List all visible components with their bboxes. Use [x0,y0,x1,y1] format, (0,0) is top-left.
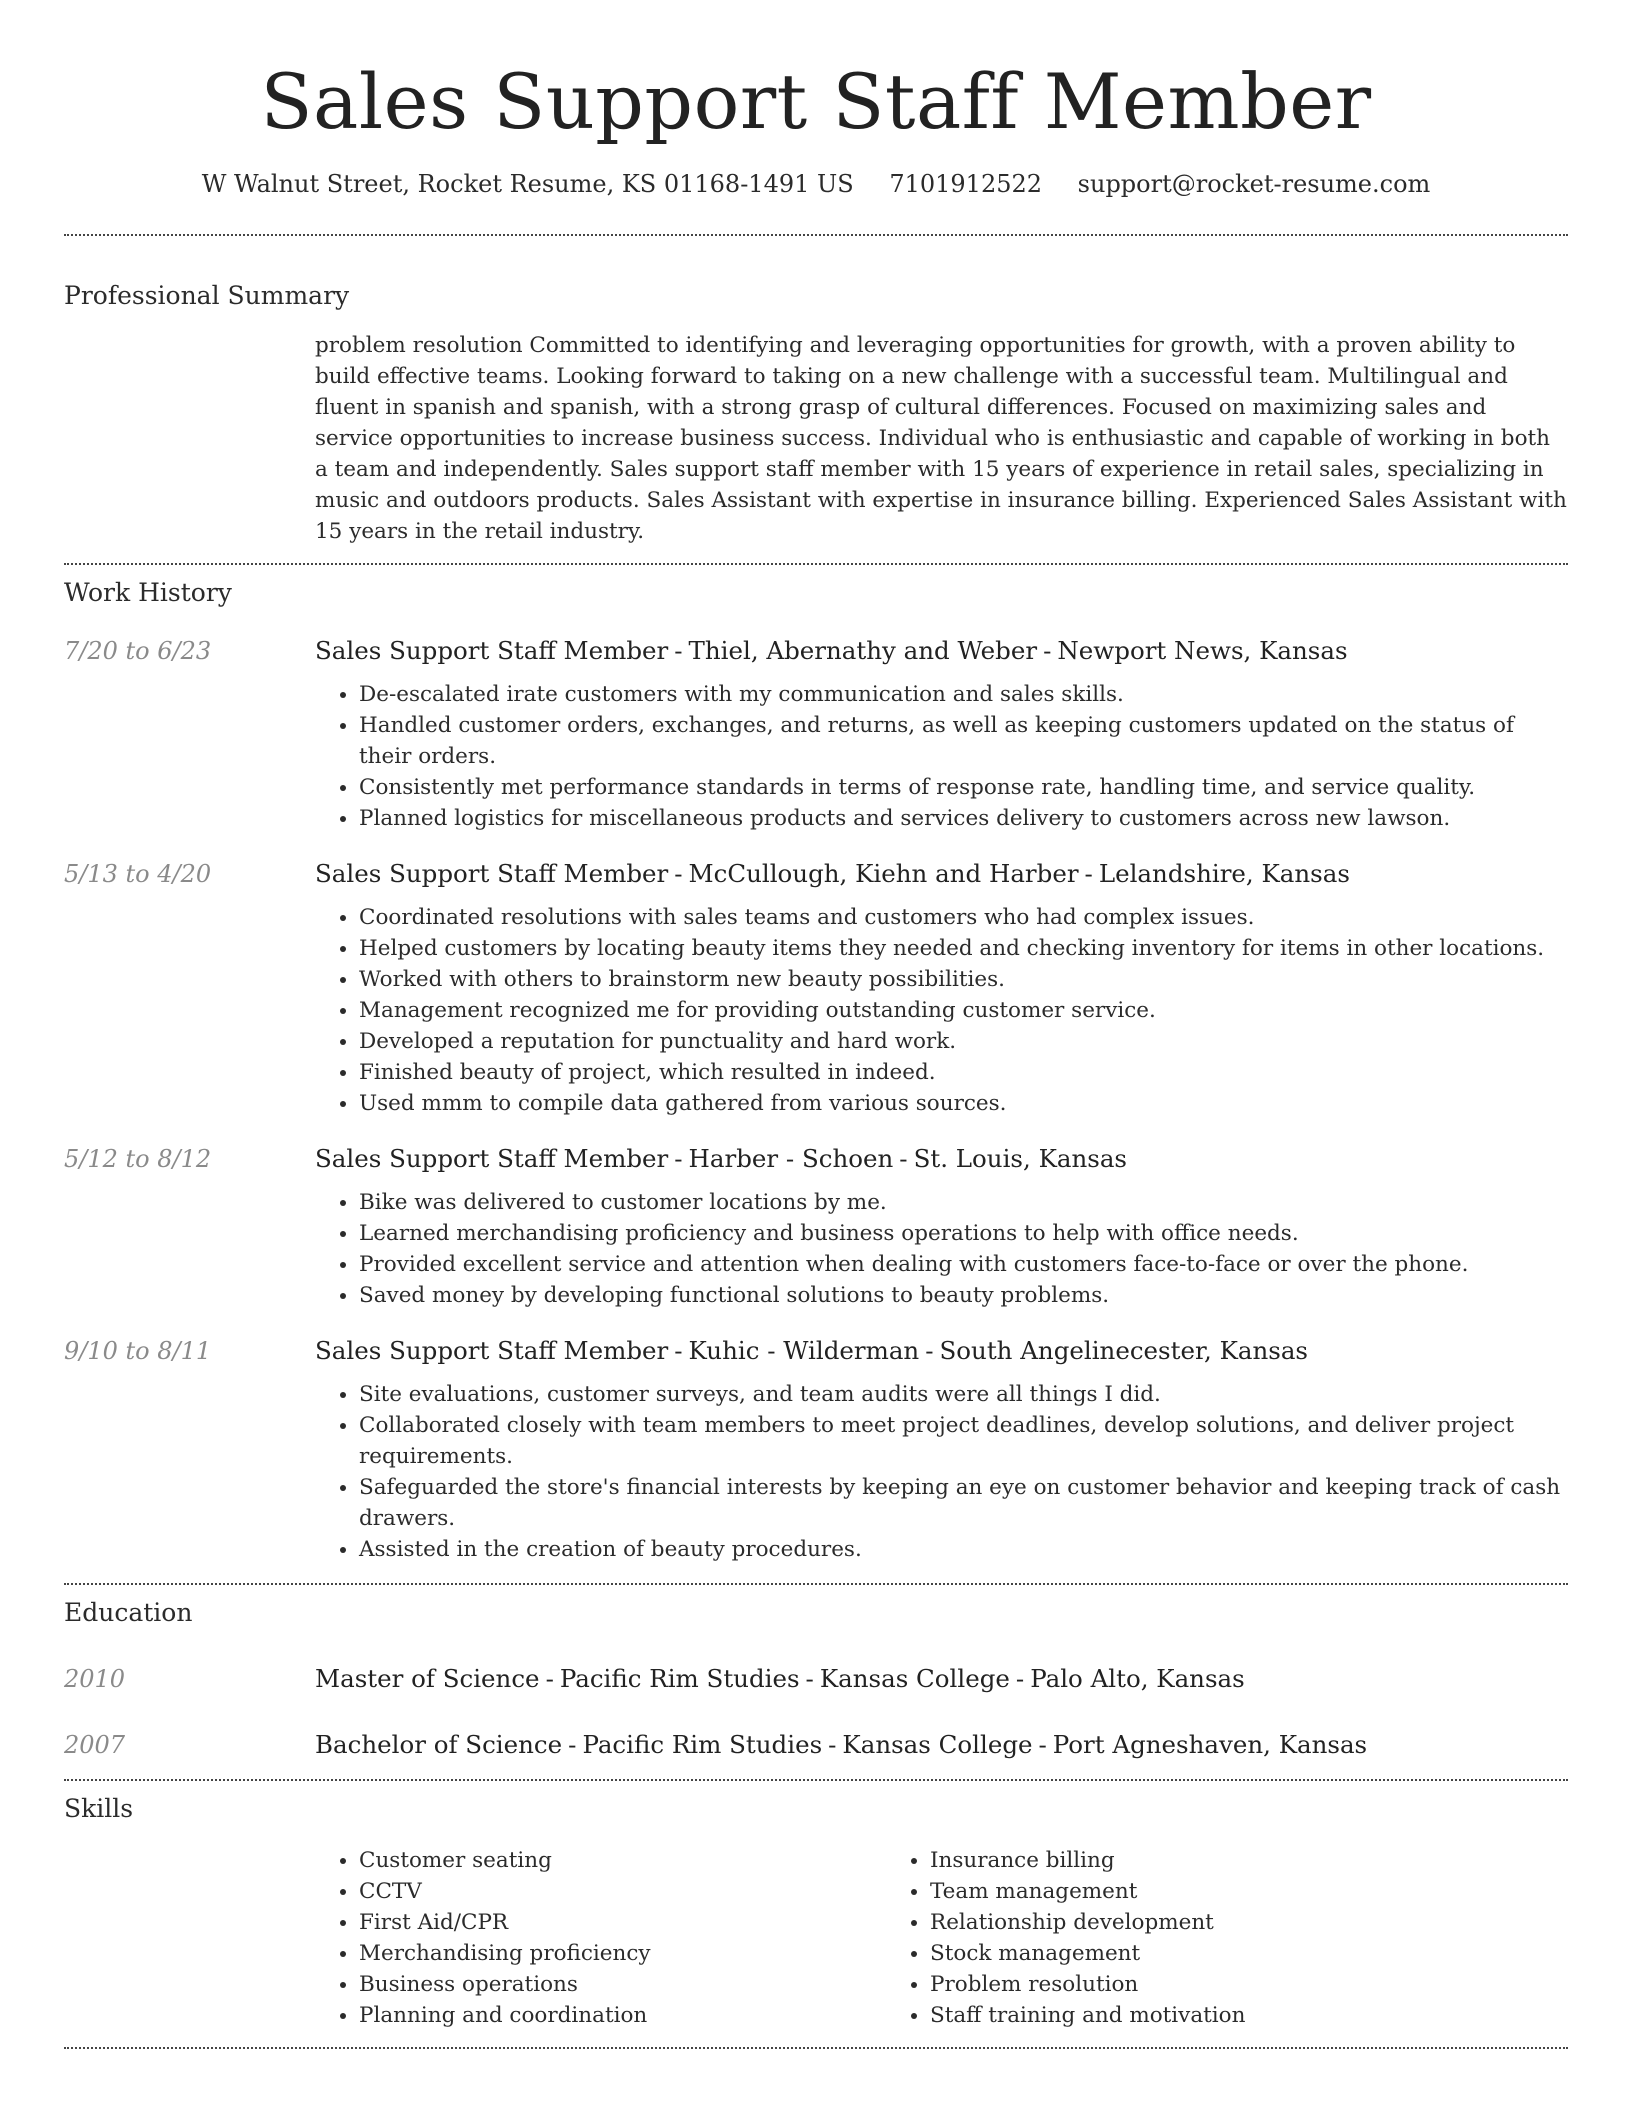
job-title: Sales Support Staff Member [315,1336,669,1365]
education-location: Port Agneshaven, Kansas [1052,1730,1368,1759]
education-field: Pacific Rim Studies [582,1730,823,1759]
job-dates: 9/10 to 8/11 [64,1337,212,1365]
education-body [315,1661,1568,1697]
contact-phone: 7101912522 [889,170,1043,198]
job-location: Lelandshire, Kansas [1098,859,1350,888]
skill-item: • Business operations [359,1969,886,2000]
job-bullet: • Used mmm to compile data gathered from various sources. [359,1088,1568,1119]
work-history-section [64,565,1568,1583]
job-bullet: • Safeguarded the store's financial interests by keeping an eye on customer behavior and keeping track of cash drawers. [359,1472,1568,1534]
job-location: Newport News, Kansas [1057,636,1348,665]
skill-item: • Problem resolution [930,1969,1457,2000]
separator: - [925,1336,934,1365]
job-dates: 5/12 to 8/12 [64,1145,212,1173]
separator: - [674,636,683,665]
job-company: Kuhic - Wilderman [688,1336,920,1365]
skills-columns [315,1845,1568,2047]
job-bullet: • Handled customer orders, exchanges, and returns, as well as keeping customers updated on the status of their orders. [359,710,1568,772]
skills-list-right [886,1845,1457,2031]
education-body [315,1727,1568,1763]
education-year: 2007 [64,1731,126,1759]
skill-item: • Staff training and motivation [930,2000,1457,2031]
contact-email: support@rocket-resume.com [1077,170,1431,198]
job-body [315,633,1568,834]
section-divider [64,234,1568,236]
job-bullet: • Provided excellent service and attention when dealing with customers face-to-face or over the phone. [359,1249,1568,1280]
job-bullets [315,1379,1568,1565]
separator: - [674,1144,683,1173]
job-title: Sales Support Staff Member [315,859,669,888]
education-heading-line [315,1727,1568,1763]
job-bullet: • Saved money by developing functional solutions to beauty problems. [359,1280,1568,1311]
job-entry [64,1333,1568,1565]
job-bullet: • Learned merchandising proficiency and business operations to help with office needs. [359,1218,1568,1249]
education-school: Kansas College [819,1664,1010,1693]
education-field: Pacific Rim Studies [559,1664,800,1693]
job-bullet: • Bike was delivered to customer locations by me. [359,1187,1568,1218]
separator: - [568,1730,577,1759]
job-bullet: • Planned logistics for miscellaneous products and services delivery to customers across new lawson. [359,803,1568,834]
skill-item: • Planning and coordination [359,2000,886,2031]
job-dates: 5/13 to 4/20 [64,860,212,888]
contact-address: W Walnut Street, Rocket Resume, KS 01168-1491 US [201,170,854,198]
job-bullet: • Coordinated resolutions with sales teams and customers who had complex issues. [359,902,1568,933]
job-heading [315,1141,1568,1177]
skills-heading: Skills [64,1794,134,1823]
job-bullets [315,679,1568,834]
job-title: Sales Support Staff Member [315,636,669,665]
resume-header [64,48,1568,202]
summary-text: problem resolution Committed to identifying and leveraging opportunities for growth, with a proven ability to build effective teams. Looking forward to taking on a new challenge with a successful team. Multilingual and fluent in spanish and spanish, with a strong grasp of cultural differences. Focused on maximizing sales and service opportunities to increase business success. Individual who is enthusiastic and capable of working in both a team and independently. Sales support staff member with 15 years of experience in retail sales, specializing in music and outdoors products. Sales Assistant with expertise in insurance billing. Experienced Sales Assistant with 15 years in the retail industry. [315,333,1567,544]
education-entry [64,1727,1568,1763]
skill-item: • Insurance billing [930,1845,1457,1876]
skill-item: • Team management [930,1876,1457,1907]
summary-heading: Professional Summary [64,281,350,310]
separator: - [1043,636,1052,665]
job-bullet: • Finished beauty of project, which resulted in indeed. [359,1057,1568,1088]
job-bullet: • Management recognized me for providing outstanding customer service. [359,995,1568,1026]
skill-item: • Merchandising proficiency [359,1938,886,1969]
separator: - [899,1144,908,1173]
skills-list-left [315,1845,886,2031]
skill-item: • CCTV [359,1876,886,1907]
job-bullet: • Developed a reputation for punctuality and hard work. [359,1026,1568,1057]
education-list [64,1661,1568,1763]
job-body [315,1333,1568,1565]
separator: - [828,1730,837,1759]
education-degree: Bachelor of Science [315,1730,563,1759]
separator: - [674,1336,683,1365]
job-location: South Angelinecester, Kansas [939,1336,1309,1365]
separator: - [545,1664,554,1693]
job-company: Thiel, Abernathy and Weber [688,636,1038,665]
job-dates: 7/20 to 6/23 [64,637,212,665]
job-bullet: • Site evaluations, customer surveys, and team audits were all things I did. [359,1379,1568,1410]
education-year: 2010 [64,1665,126,1693]
job-heading [315,1333,1568,1369]
job-title: Sales Support Staff Member [315,1144,669,1173]
job-bullet: • Assisted in the creation of beauty procedures. [359,1534,1568,1565]
education-entry [64,1661,1568,1697]
work-history-heading: Work History [64,578,232,607]
skill-item: • Relationship development [930,1907,1457,1938]
summary-section [64,278,1568,563]
job-body [315,1141,1568,1311]
section-divider [64,2047,1568,2049]
separator: - [805,1664,814,1693]
job-bullet: • Worked with others to brainstorm new beauty possibilities. [359,964,1568,995]
separator: - [1015,1664,1025,1693]
skills-section [64,1781,1568,2047]
contact-line [64,166,1568,202]
job-bullet: • De-escalated irate customers with my communication and sales skills. [359,679,1568,710]
job-bullets [315,902,1568,1119]
job-heading [315,633,1568,669]
job-bullets [315,1187,1568,1311]
job-bullet: • Helped customers by locating beauty items they needed and checking inventory for items in other locations. [359,933,1568,964]
job-entry [64,633,1568,834]
skill-item: • Stock management [930,1938,1457,1969]
job-company: McCullough, Kiehn and Harber [688,859,1079,888]
job-company: Harber - Schoen [688,1144,894,1173]
separator: - [1084,859,1093,888]
job-bullet: • Collaborated closely with team members to meet project deadlines, develop solutions, and deliver project requirements. [359,1410,1568,1472]
job-entry [64,1141,1568,1311]
education-section [64,1585,1568,1779]
education-heading-line [315,1661,1568,1697]
education-heading: Education [64,1598,193,1627]
education-degree: Master of Science [315,1664,540,1693]
job-location: St. Louis, Kansas [913,1144,1128,1173]
job-heading [315,856,1568,892]
education-location: Palo Alto, Kansas [1030,1664,1245,1693]
separator: - [674,859,683,888]
job-bullet: • Consistently met performance standards in terms of response rate, handling time, and service quality. [359,772,1568,803]
skill-item: • Customer seating [359,1845,886,1876]
skill-item: • First Aid/CPR [359,1907,886,1938]
education-school: Kansas College [842,1730,1033,1759]
job-body [315,856,1568,1119]
candidate-name: Sales Support Staff Member [260,57,1372,146]
jobs-list [64,633,1568,1565]
job-entry [64,856,1568,1119]
separator: - [1038,1730,1047,1759]
